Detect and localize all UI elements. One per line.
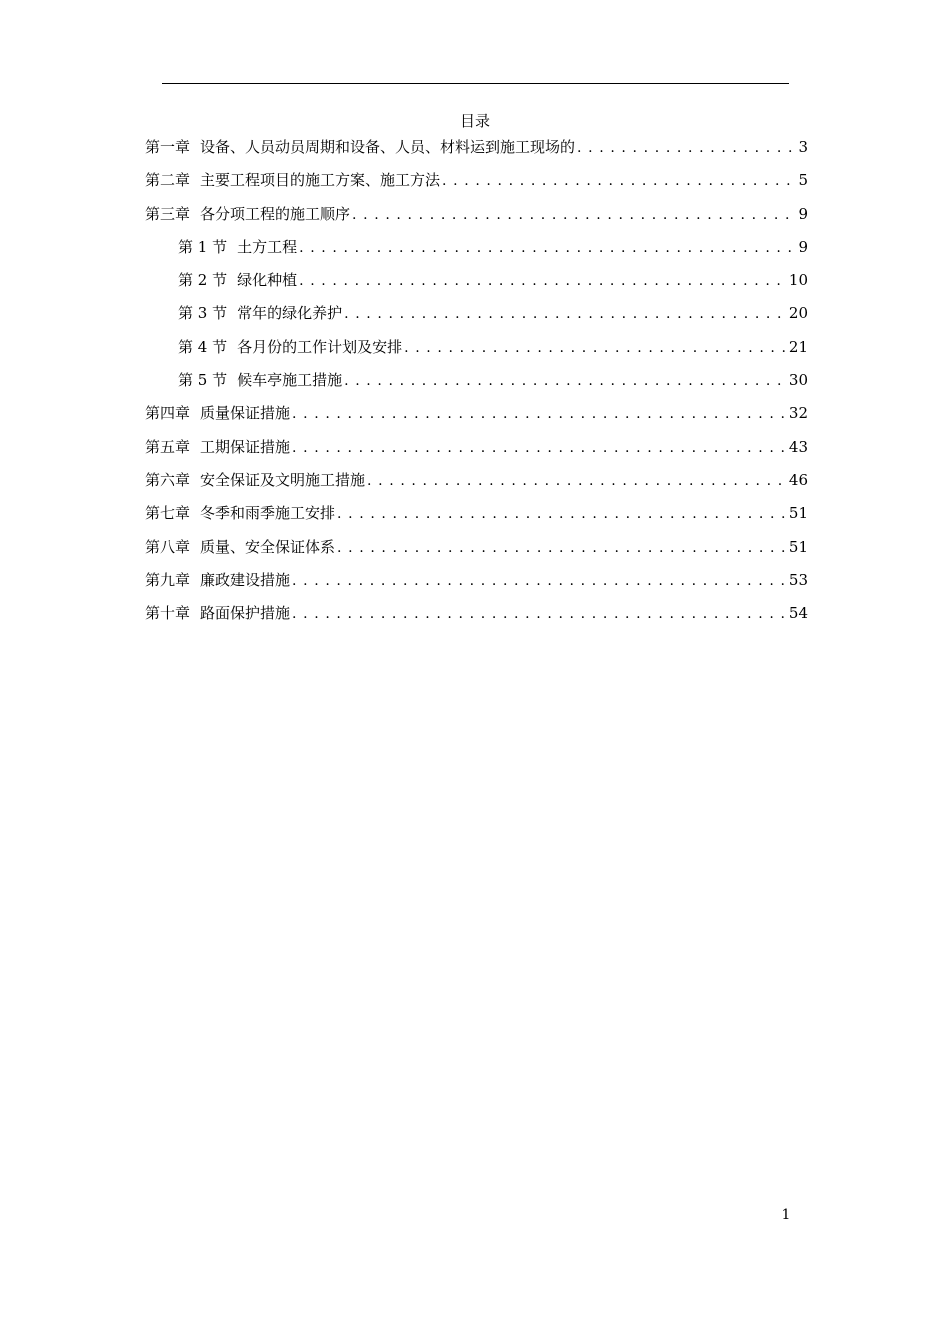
toc-entry-title: 设备、人员动员周期和设备、人员、材料运到施工现场的 [200,138,576,156]
toc-entry-page: 21 [788,337,808,356]
toc-entry-label: 第十章 [145,604,191,623]
toc-entry-label: 第一章 [145,138,191,156]
toc-chapter-entry[interactable] [145,170,808,203]
toc-entry-label: 第 2 节 [178,271,228,290]
toc-entry-label: 第 5 节 [178,371,228,390]
toc-entry-title: 廉政建设措施 [200,570,291,589]
toc-entry-page: 3 [798,138,808,156]
toc-entry-page: 51 [788,537,808,556]
toc-entry-label: 第 4 节 [178,337,228,356]
toc-entry-title: 绿化种植 [237,271,298,290]
toc-chapter-entry[interactable] [145,204,808,237]
toc-chapter-entry[interactable] [145,137,808,170]
toc-entry-title: 质量、安全保证体系 [200,537,336,556]
toc-dot-leader [367,471,787,491]
toc-section-entry[interactable] [145,237,808,270]
table-of-contents [145,137,808,636]
toc-entry-label: 第九章 [145,570,191,589]
header-rule [162,83,789,84]
toc-dot-leader [577,138,796,158]
toc-dot-leader [337,504,787,524]
toc-entry-title: 主要工程项目的施工方案、施工方法 [200,171,441,190]
toc-entry-label: 第四章 [145,404,191,423]
toc-dot-leader [299,238,796,258]
toc-dot-leader [292,604,787,624]
toc-dot-leader [344,304,787,324]
toc-section-entry[interactable] [145,370,808,403]
toc-entry-page: 46 [788,470,808,489]
toc-entry-title: 路面保护措施 [200,604,291,623]
toc-dot-leader [344,371,787,391]
toc-chapter-entry[interactable] [145,570,808,603]
toc-section-entry[interactable] [145,270,808,303]
toc-entry-page: 10 [788,271,808,290]
toc-entry-page: 9 [798,204,808,223]
toc-entry-title: 质量保证措施 [200,404,291,423]
toc-dot-leader [404,338,787,358]
toc-entry-title: 候车亭施工措施 [237,371,343,390]
toc-chapter-entry[interactable] [145,437,808,470]
toc-entry-label: 第 1 节 [178,237,228,256]
toc-title: 目录 [459,112,490,130]
toc-chapter-entry[interactable] [145,503,808,536]
toc-chapter-entry[interactable] [145,537,808,570]
toc-entry-page: 54 [788,604,808,623]
toc-entry-page: 20 [788,304,808,323]
toc-entry-label: 第 3 节 [178,304,228,323]
toc-entry-title: 常年的绿化养护 [237,304,343,323]
toc-chapter-entry[interactable] [145,403,808,436]
toc-chapter-entry[interactable] [145,603,808,636]
toc-entry-label: 第五章 [145,437,191,456]
toc-entry-page: 53 [788,570,808,589]
toc-entry-label: 第六章 [145,470,191,489]
toc-entry-page: 43 [788,437,808,456]
toc-entry-title: 各月份的工作计划及安排 [237,337,403,356]
toc-entry-label: 第七章 [145,504,191,523]
toc-dot-leader [292,571,787,591]
toc-entry-label: 第二章 [145,171,191,190]
toc-entry-page: 51 [788,504,808,523]
page-number: 1 [781,1207,791,1223]
toc-section-entry[interactable] [145,337,808,370]
toc-chapter-entry[interactable] [145,470,808,503]
toc-dot-leader [442,171,796,191]
toc-dot-leader [337,538,787,558]
toc-section-entry[interactable] [145,303,808,336]
toc-entry-label: 第八章 [145,537,191,556]
toc-entry-page: 9 [798,237,808,256]
toc-entry-title: 工期保证措施 [200,437,291,456]
toc-entry-page: 5 [798,171,808,190]
toc-entry-label: 第三章 [145,204,191,223]
toc-entry-title: 冬季和雨季施工安排 [200,504,336,523]
toc-entry-title: 安全保证及文明施工措施 [200,470,366,489]
toc-entry-title: 土方工程 [237,237,298,256]
toc-dot-leader [352,205,796,225]
toc-entry-title: 各分项工程的施工顺序 [200,204,351,223]
toc-dot-leader [292,404,787,424]
toc-dot-leader [299,271,787,291]
toc-dot-leader [292,438,787,458]
toc-entry-page: 32 [788,404,808,423]
toc-entry-page: 30 [788,371,808,390]
